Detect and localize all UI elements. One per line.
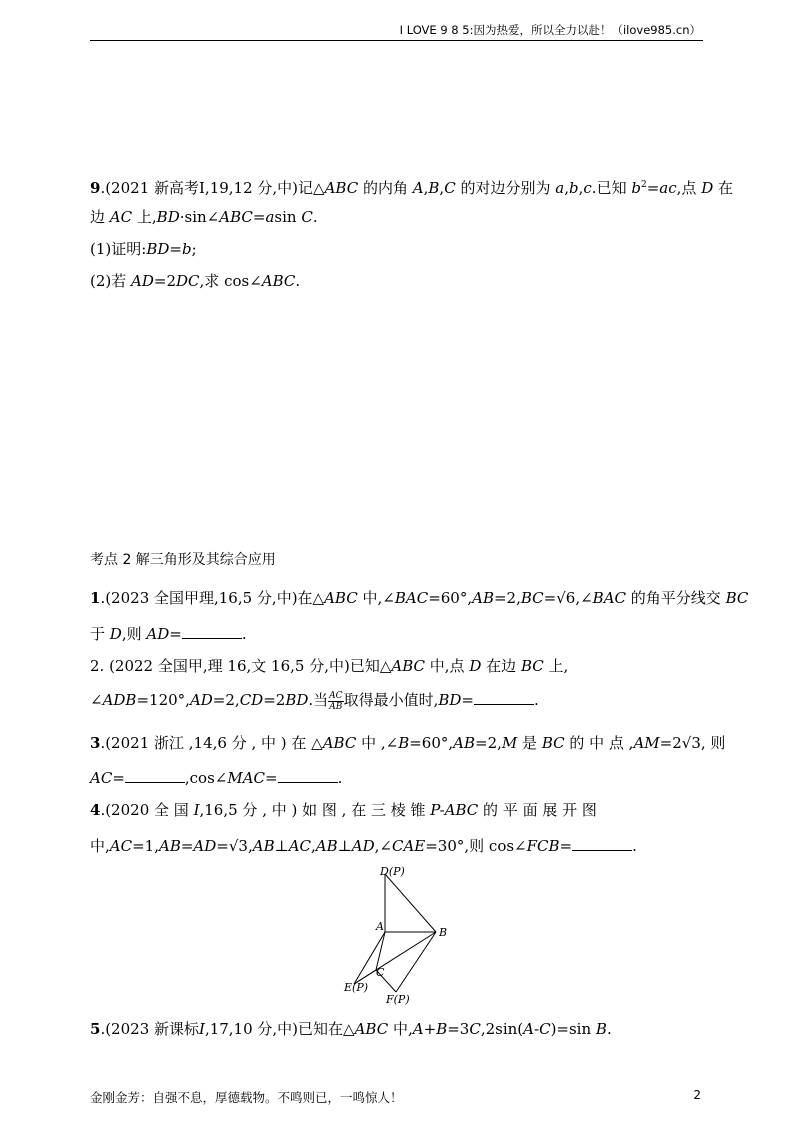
label-e: E(P) [344,981,369,994]
fraction-ac-ab: $\frac{AC}{AB}$ [329,690,343,712]
label-a: A [376,920,384,933]
segment-fb [396,932,436,992]
segment-eb [354,932,436,984]
page-number: 2 [693,1088,701,1102]
q5-line1: 5.(2023 新课标I,17,10 分,中)已知在△ABC 中,A+B=3C,2sin(A-C)=sin B. [90,1020,612,1038]
q4-line2: 中,AC=1,AB=AD=√3,AB⊥AC,AB⊥AD,∠CAE=30°,则 cos∠FCB= . [90,837,637,855]
page-header: I LOVE 9 8 5:因为热爱，所以全力以赴！（ilove985.cn） [399,23,701,37]
label-b: B [439,926,448,939]
pyramid-net-figure [336,862,466,1012]
q3-line2: AC= ,cos∠MAC= . [90,769,343,787]
q9-number: 9 [90,179,101,197]
q3-line1: 3.(2021 浙江 ,14,6 分 , 中 ) 在 △ABC 中 ,∠B=60°,AB=2,M 是 BC 的 中 点 ,AM=2√3, 则 [90,734,726,752]
label-c: C [376,966,385,979]
answer-blank[interactable] [125,768,185,783]
q9-part2: (2)若 AD=2DC,求 cos∠ABC. [90,272,301,290]
answer-blank[interactable] [572,836,632,851]
label-f: F(P) [386,993,410,1006]
answer-blank[interactable] [278,768,338,783]
footer-motto: 金刚金芳：自强不息，厚德载物。不鸣则已，一鸣惊人！ [90,1090,403,1105]
segment-ac [376,932,385,970]
answer-blank[interactable] [474,690,534,705]
q9-line1: 9.(2021 新高考I,19,12 分,中)记△ABC 的内角 A,B,C 的对边分别为 a,b,c.已知 $b^2=ac$,点 D 在 [90,179,734,197]
q2-line2: ∠ADB=120°,AD=2,CD=2BD.当 $\frac{AC}{AB}$ 取得最小值时,BD= . [90,690,539,712]
section-title: 考点 2 解三角形及其综合应用 [90,552,276,568]
q9-part1: (1)证明:BD=b; [90,240,197,258]
q4-line1: 4.(2020 全 国 I,16,5 分 , 中 ) 如 图 , 在 三 棱 锥 P-ABC 的 平 面 展 开 图 [90,801,597,819]
q1-line2: 于 D,则 AD= . [90,625,247,643]
label-d: D(P) [380,865,405,878]
header-rule [90,40,703,41]
sqrt-3: √3 [681,734,701,752]
q9-line2: 边 AC 上,BD·sin∠ABC=asin C. [90,208,318,226]
segment-db [385,874,436,932]
q1-line1: 1.(2023 全国甲理,16,5 分,中)在△ABC 中,∠BAC=60°,AB=2,BC=√6,∠BAC 的角平分线交 BC [90,589,749,607]
answer-blank[interactable] [182,624,242,639]
q2-line1: 2. (2022 全国甲,理 16,文 16,5 分,中)已知△ABC 中,点 D 在边 BC 上, [90,657,569,675]
